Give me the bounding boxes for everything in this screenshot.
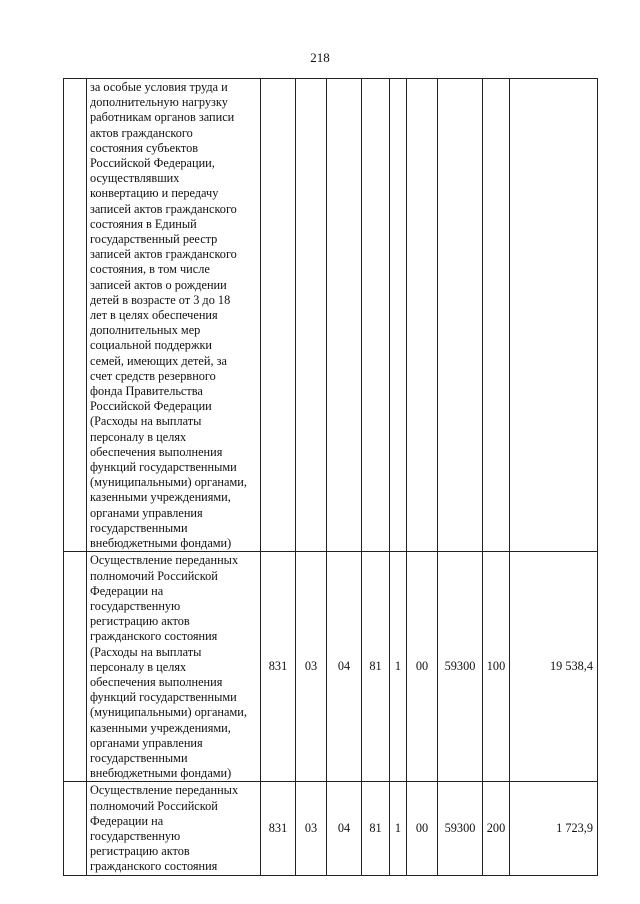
subsection-code: 04 (327, 782, 362, 876)
ministry-code: 831 (261, 552, 296, 782)
budget-table (63, 78, 598, 876)
table-row (64, 782, 598, 876)
subprogram-code (390, 79, 407, 552)
section-code (296, 79, 327, 552)
subprogram-code: 1 (390, 782, 407, 876)
item-name: Осуществление переданных полномочий Российской Федерации на государственную регистрацию актов гражданского состояния (90, 783, 239, 874)
page-number: 218 (310, 50, 330, 65)
subsection-code: 04 (327, 552, 362, 782)
ministry-code: 831 (261, 782, 296, 876)
section-code: 03 (296, 782, 327, 876)
subsection-code (327, 79, 362, 552)
amount: 19 538,4 (510, 552, 598, 782)
item-name-cell (87, 552, 261, 782)
item-name-cell (87, 79, 261, 552)
expense-type-code: 100 (483, 552, 510, 782)
amount: 1 723,9 (510, 782, 598, 876)
program-code: 81 (362, 552, 390, 782)
item-name: Осуществление переданных полномочий Российской Федерации на государственную регистрацию актов гражданского состояния (Расходы на выплаты персоналу в целях обеспечения выполнения функций государственными (муниципальными) органами, казенными учреждениями, органами управления государственными внебюджетными фондами) (90, 553, 247, 781)
direction-code: 59300 (438, 552, 483, 782)
expense-type-code: 200 (483, 782, 510, 876)
ministry-code (261, 79, 296, 552)
table-row (64, 552, 598, 782)
subprogram-code: 1 (390, 552, 407, 782)
section-code: 03 (296, 552, 327, 782)
direction-code (438, 79, 483, 552)
main-event-code: 00 (407, 782, 438, 876)
table-row (64, 79, 598, 552)
expense-type-code (483, 79, 510, 552)
program-code (362, 79, 390, 552)
direction-code: 59300 (438, 782, 483, 876)
amount (510, 79, 598, 552)
program-code: 81 (362, 782, 390, 876)
row-index-cell (64, 782, 87, 876)
main-event-code (407, 79, 438, 552)
item-name-cell (87, 782, 261, 876)
row-index-cell (64, 552, 87, 782)
row-index-cell (64, 79, 87, 552)
item-name: за особые условия труда и дополнительную нагрузку работникам органов записи актов гражданского состояния субъектов Российской Федерации, осуществлявших конвертацию и передачу записей актов гражданского состояния в Единый государственный реестр записей актов гражданского состояния, в том числе записей актов о рождении детей в возрасте от 3 до 18 лет в целях обеспечения дополнительных мер социальной поддержки семей, имеющих детей, за счет средств резервного фонда Правительства Российской Федерации (Расходы на выплаты персоналу в целях обеспечения выполнения функций государственными (муниципальными) органами, казенными учреждениями, органами управления государственными внебюджетными фондами) (90, 80, 247, 551)
main-event-code: 00 (407, 552, 438, 782)
